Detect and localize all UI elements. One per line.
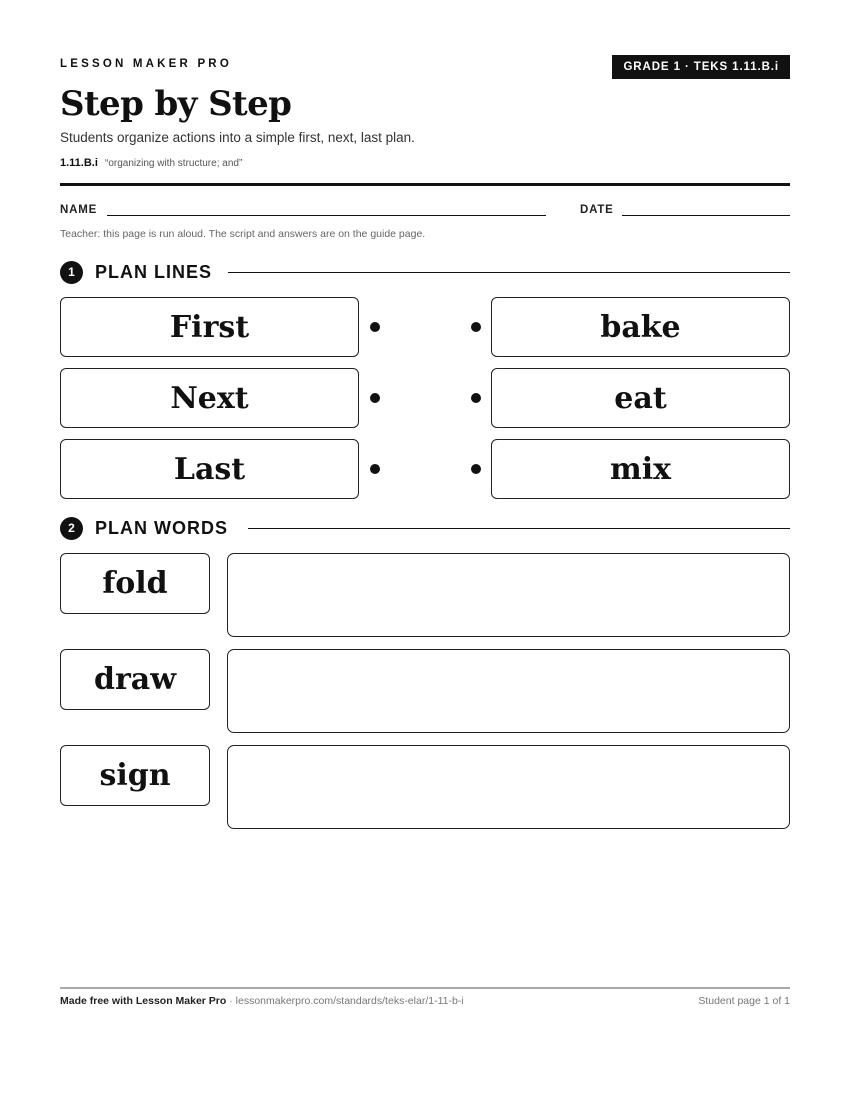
footer-divider [60,987,790,989]
brand-name: LESSON MAKER PRO [60,58,232,70]
page-title: Step by Step [60,84,292,124]
standard-quote: “organizing with structure; and” [104,158,243,169]
section-rule [248,528,790,529]
footer-separator: · [226,995,236,1007]
page-subtitle: Students organize actions into a simple first, next, last plan. [60,130,415,145]
date-field[interactable] [622,215,790,216]
match-dot-left[interactable] [370,464,380,474]
footer-made-with: Made free with Lesson Maker Pro [60,995,227,1007]
footer-url[interactable]: lessonmakerpro.com/standards/teks-elar/1-11-b-i [235,995,464,1007]
sequence-card-next[interactable]: Next [60,368,359,428]
sequence-card-first[interactable]: First [60,297,359,357]
match-dot-left[interactable] [370,322,380,332]
section-number-badge: 1 [60,261,83,284]
match-dot-right[interactable] [471,322,481,332]
section-number-badge: 2 [60,517,83,540]
footer-page-number: Student page 1 of 1 [698,995,790,1007]
section-title: PLAN WORDS [95,518,228,538]
worksheet-page [60,0,790,1100]
action-card-bake[interactable]: bake [491,297,790,357]
match-dot-right[interactable] [471,464,481,474]
section-title: PLAN LINES [95,262,213,282]
answer-box-fold[interactable] [227,553,790,637]
date-label: DATE [580,204,614,216]
header-divider [60,183,790,186]
grade-badge: GRADE 1 · TEKS 1.11.B.i [612,55,790,79]
word-card-draw: draw [60,649,210,710]
standard-reference [60,157,242,169]
section-rule [228,272,790,273]
footer-credit [60,995,464,1007]
match-dot-right[interactable] [471,393,481,403]
section-plan-lines-header [60,260,790,284]
standard-code: 1.11.B.i [60,157,98,169]
word-card-sign: sign [60,745,210,806]
answer-box-sign[interactable] [227,745,790,829]
teacher-note: Teacher: this page is run aloud. The script and answers are on the guide page. [60,228,426,240]
word-card-fold: fold [60,553,210,614]
action-card-eat[interactable]: eat [491,368,790,428]
sequence-card-last[interactable]: Last [60,439,359,499]
answer-box-draw[interactable] [227,649,790,733]
match-dot-left[interactable] [370,393,380,403]
section-plan-words-header [60,516,790,540]
action-card-mix[interactable]: mix [491,439,790,499]
name-label: NAME [60,204,98,216]
name-field[interactable] [107,215,546,216]
